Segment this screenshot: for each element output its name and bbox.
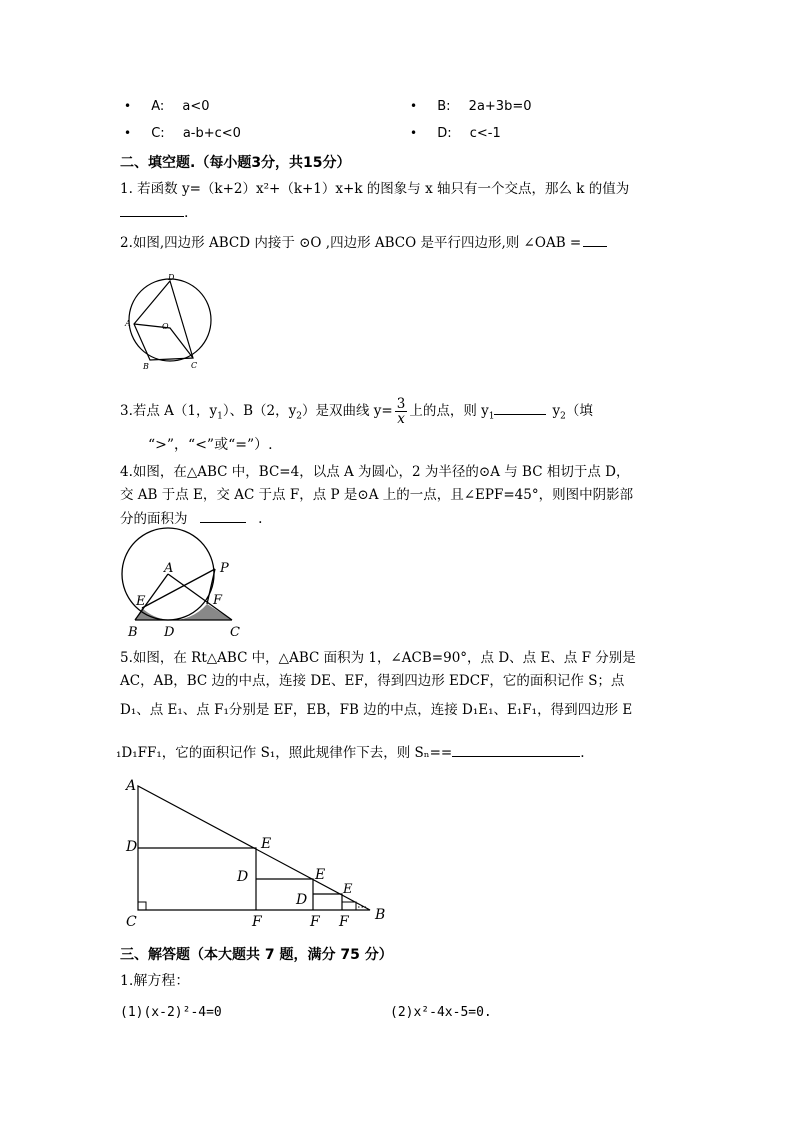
label-c: C bbox=[230, 625, 240, 640]
label-a: A bbox=[164, 561, 174, 576]
section-title-fill-in: 二、填空题.（每小题3分，共15分） bbox=[120, 155, 351, 171]
label-e: E bbox=[315, 867, 326, 883]
question-6-title: 1.解方程： bbox=[120, 973, 190, 989]
equation-1: (1)(x-2)²-4=0 bbox=[120, 1005, 222, 1020]
label-e: E bbox=[261, 836, 272, 852]
label-d: D bbox=[164, 625, 175, 640]
answer-blank[interactable] bbox=[200, 508, 246, 523]
bullet-icon: • bbox=[410, 99, 418, 113]
option-d: • D: c<-1 bbox=[410, 126, 501, 141]
label-b: B bbox=[375, 907, 386, 923]
answer-blank[interactable] bbox=[583, 232, 607, 247]
circle-o bbox=[129, 279, 211, 361]
answer-blank[interactable] bbox=[452, 742, 580, 757]
option-c: • C: a-b+c<0 bbox=[124, 126, 241, 141]
label-f: F bbox=[252, 914, 262, 930]
option-a: • A: a<0 bbox=[124, 99, 210, 114]
answer-blank[interactable] bbox=[494, 400, 546, 415]
figure-tangent-circle bbox=[120, 532, 250, 642]
question-5-line1: 5.如图，在 Rt△ABC 中，△ABC 面积为 1，∠ACB=90°，点 D、点 E、点 F 分别是 bbox=[120, 650, 636, 666]
figure-nested-rectangles bbox=[122, 778, 392, 928]
quad-abcd bbox=[134, 281, 193, 360]
label-f: F bbox=[213, 593, 223, 608]
bullet-icon: • bbox=[410, 126, 418, 140]
label-d: D bbox=[237, 869, 249, 885]
label-e: E bbox=[136, 594, 146, 609]
label-f: F bbox=[310, 914, 320, 930]
question-5-line3: D₁、点 E₁、点 F₁分别是 EF，EB，FB 边的中点，连接 D₁E₁、E₁F₁，得到四边形 E bbox=[120, 702, 633, 718]
label-d: D bbox=[296, 892, 308, 908]
option-b: • B: 2a+3b=0 bbox=[410, 99, 532, 114]
label-b: B bbox=[128, 625, 138, 640]
bullet-icon: • bbox=[124, 99, 132, 113]
answer-blank[interactable] bbox=[120, 202, 184, 217]
label-c: C bbox=[126, 914, 137, 930]
label-e: E bbox=[343, 882, 353, 897]
label-d: D bbox=[126, 839, 138, 855]
question-4-line1: 4.如图，在△ABC 中，BC=4，以点 A 为圆心，2 为半径的⊙A 与 BC 相切于点 D， bbox=[120, 464, 630, 480]
label-a: A bbox=[125, 319, 131, 328]
label-o: O bbox=[162, 322, 169, 331]
question-5-line4: ₁D₁FF₁，它的面积记作 S₁，照此规律作下去，则 Sₙ== . bbox=[116, 742, 585, 763]
question-4-line3: 分的面积为 . bbox=[120, 508, 262, 529]
label-d: D bbox=[168, 273, 175, 282]
rectangle-2 bbox=[313, 894, 342, 910]
question-3-line2: “>”，“<”或“=”）. bbox=[148, 437, 273, 453]
label-f: F bbox=[339, 914, 349, 930]
question-3-line1: 3.若点 A（1，$y_1$）、B（2，$y_2$）是双曲线 y= $\frac{3}{x}$ 上的点，则 $y_1$ $y_2$（填 bbox=[120, 396, 593, 427]
label-p: P bbox=[220, 561, 229, 576]
label-b: B bbox=[143, 362, 149, 371]
bullet-icon: • bbox=[124, 126, 132, 140]
label-a: A bbox=[126, 778, 137, 794]
equation-2: (2)x²-4x-5=0. bbox=[390, 1005, 492, 1020]
right-angle-mark bbox=[138, 902, 146, 910]
question-1-line1: 1. 若函数 y=（k+2）x²+（k+1）x+k 的图象与 x 轴只有一个交点，那么 k 的值为 bbox=[120, 181, 630, 197]
section-title-solve: 三、解答题（本大题共 7 题，满分 75 分） bbox=[120, 947, 393, 963]
question-4-line2: 交 AB 于点 E，交 AC 于点 F，点 P 是⊙A 上的一点，且∠EPF=45°，则图中阴影部 bbox=[120, 487, 634, 503]
fraction-3-over-x: $\frac{3}{x}$ bbox=[396, 396, 406, 427]
rectangle-3 bbox=[342, 902, 356, 910]
label-c: C bbox=[191, 361, 198, 370]
question-5-line2: AC，AB，BC 边的中点，连接 DE、EF，得到四边形 EDCF，它的面积记作 S；点 bbox=[120, 673, 625, 689]
question-1-line2: . bbox=[120, 202, 188, 223]
figure-cyclic-quadrilateral bbox=[124, 272, 224, 372]
question-2-line: 2.如图,四边形 ABCD 内接于 ⊙O ,四边形 ABCO 是平行四边形,则 ∠OAB = bbox=[120, 232, 607, 253]
